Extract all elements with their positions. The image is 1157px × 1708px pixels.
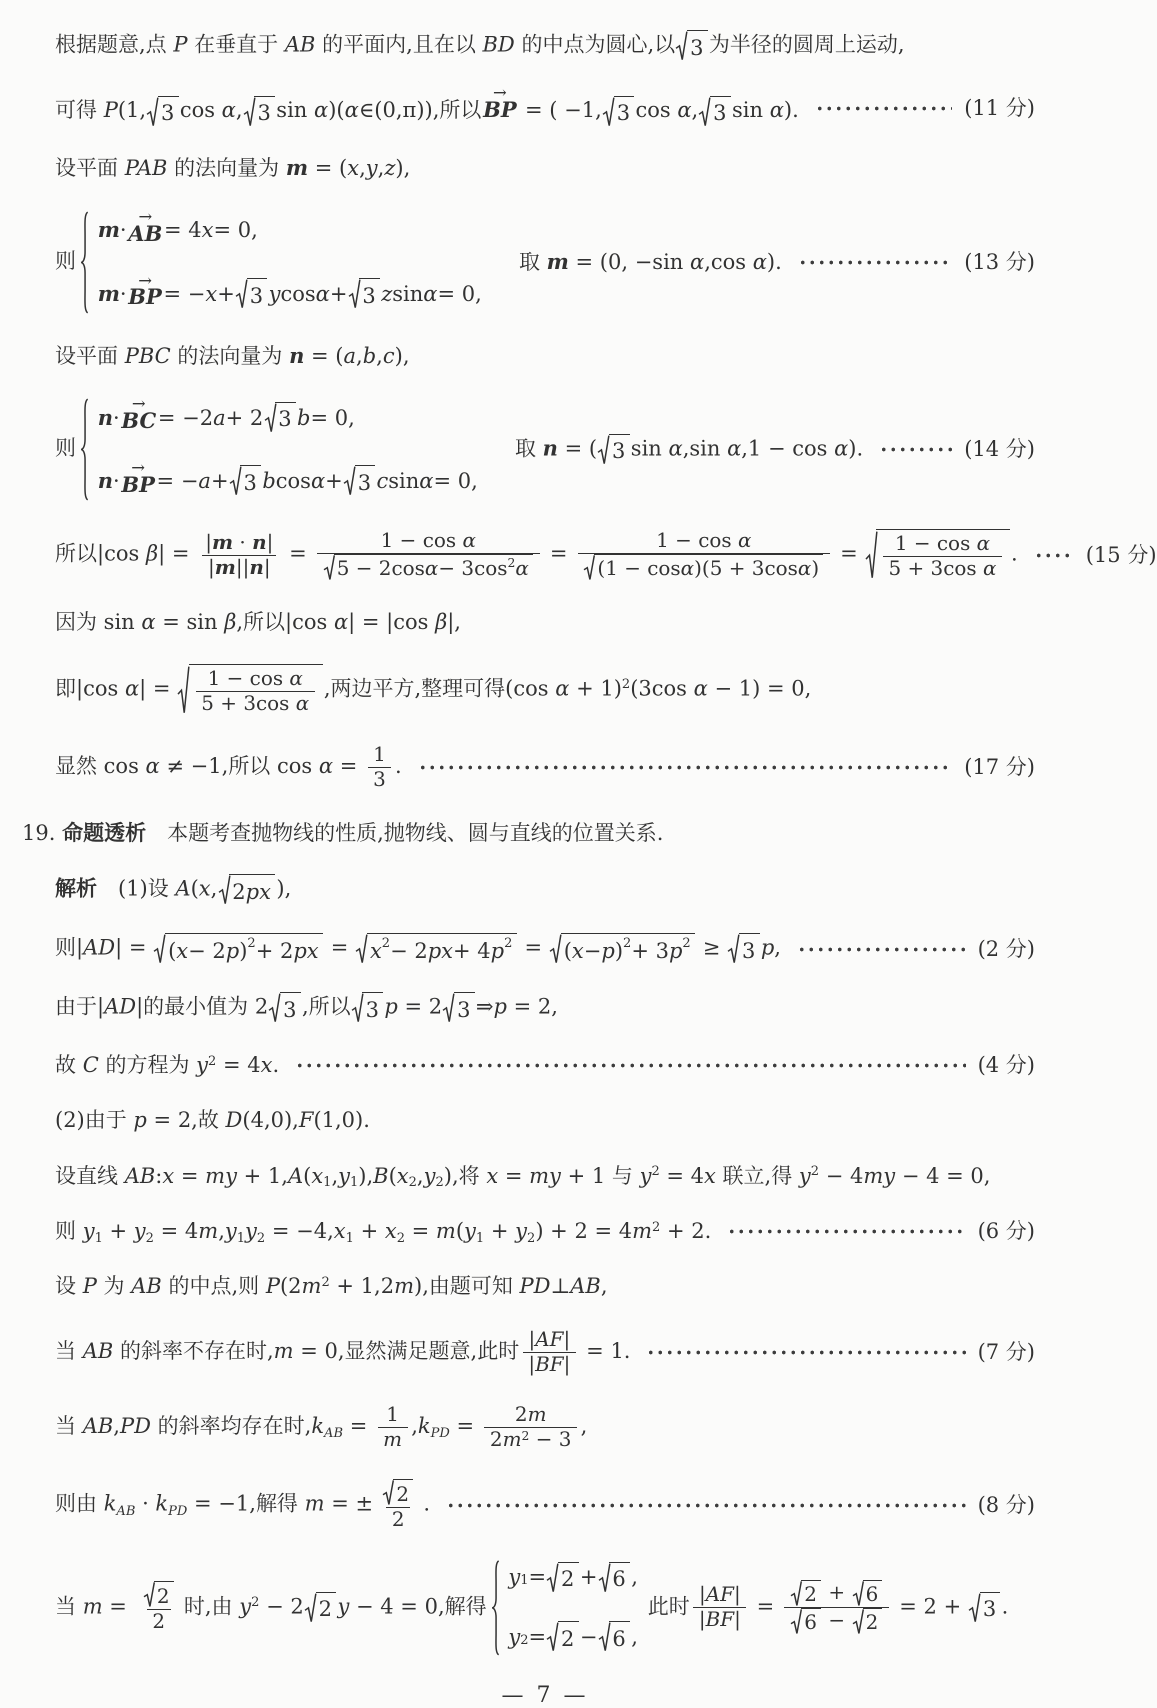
sqrt-radical-sign: 3	[443, 992, 474, 1024]
sqrt-radical-sign: 2	[383, 1479, 413, 1506]
brace-system: y $_1$ = 2 + 6 , y $_2$ = 2 − 6 ,	[490, 1559, 638, 1657]
line-content: 则由 $k_{AB} \cdot k_{PD} = -1$,解得 m = ± $\frac{2}{2}$ .	[55, 1479, 430, 1531]
line-content: 则 $y_1 + y_2 = 4m,y_1y_2 = -4,x_1 + x_2 = m(y_1 + y_2) + 2 = 4m^2 + 2$.	[55, 1218, 712, 1246]
sqrt-radical-sign: 3	[969, 1592, 1000, 1624]
score-label: (17 分)	[964, 755, 1035, 780]
line-content: 由于|AD|的最小值为 2 3 ,所以 3 p = 2 3 ⇒p = 2,	[55, 992, 558, 1024]
line-content: 故 C 的方程为 $y^2 = 4x$.	[55, 1052, 280, 1077]
dot-leader	[446, 1503, 965, 1508]
solution-line-23	[55, 1559, 1035, 1657]
dot-leader	[879, 447, 952, 452]
solution-line-8	[55, 608, 1035, 636]
dot-leader	[418, 765, 953, 770]
dot-leader	[727, 1229, 965, 1234]
solution-line-17	[55, 1162, 1035, 1190]
sqrt-radical-sign: 3	[699, 96, 730, 128]
solution-line-4	[55, 207, 1035, 315]
solution-line-1	[55, 30, 1035, 62]
solution-line-15	[55, 1051, 1035, 1079]
sqrt-radical-sign: 3	[598, 434, 629, 466]
dot-leader	[295, 1063, 965, 1068]
sqrt-radical-sign: 3	[349, 278, 380, 310]
sqrt-radical-sign: 3	[265, 402, 296, 434]
solution-line-5	[55, 342, 1035, 370]
score-label: (15 分)	[1085, 542, 1157, 567]
vector-arrow: → BP	[483, 83, 517, 122]
line-content: 当 AB 的斜率不存在时,m = 0,显然满足题意,此时 $\frac{|AF|}{|BF|}$ = 1.	[55, 1326, 631, 1376]
sqrt-radical-sign: 6	[599, 1621, 630, 1653]
line-content: 设 P 为 AB 的中点,则 $P(2m^2 + 1,2m)$,由题可知 PD⊥AB,	[55, 1274, 608, 1299]
line-content: 则|AD| = ( x − 2 p ) $^2$ + 2 px = x $^2$ − 2 px + 4 p $^2$ = ( x − p ) $^2$ + 3 p $^2$ ≥ 3 p,	[55, 933, 781, 965]
sqrt-radical-sign: 6	[853, 1580, 883, 1607]
sqrt-radical-sign: ( x − p ) $^2$ + 3 p $^2$	[550, 933, 695, 965]
line-conclusion: 取 m = (0, −sin α,cos α).	[518, 249, 782, 275]
solution-line-13	[55, 933, 1035, 965]
line-content: 当 m = $\frac{2}{2}$ 时,由 $y^2 - 2$ 2 y − 4 = 0,解得 y $_1$ = 2 + 6 , y $_2$ = 2 − 6 , 此时 $\frac{|AF|}{|BF|}$ = 2 + 6 6 − 2 = 2 + 3 .	[55, 1559, 1008, 1657]
line-content: 设直线 AB:x = my + $1,A(x_1,y_1),B(x_2,y_2)$,将 x = my + 1 与 $y^2 = 4x$ 联立,得 $y^2 - 4my - 4 = 0$,	[55, 1163, 991, 1191]
line-content: 设平面 PBC 的法向量为 n = (a,b,c),	[55, 342, 410, 368]
solution-line-16	[55, 1106, 1035, 1134]
sqrt-radical-sign: 2	[305, 1592, 336, 1624]
score-label: (11 分)	[964, 95, 1035, 120]
line-content: 设平面 PAB 的法向量为 m = (x,y,z),	[55, 155, 411, 181]
score-label: (7 分)	[977, 1339, 1035, 1364]
dot-leader	[646, 1350, 965, 1355]
vector-arrow: → AB	[128, 207, 163, 246]
sqrt-radical-sign: 3	[344, 465, 375, 497]
sqrt-radical-sign: $\frac{\text{1 − cos α}}{\text{5 + 3cos α}}$	[178, 664, 322, 716]
solution-line-12	[55, 874, 1035, 906]
solution-line-9	[55, 664, 1035, 716]
solution-line-3	[55, 154, 1035, 182]
page-number: — 7 —	[501, 1683, 589, 1708]
sqrt-radical-sign: 2	[144, 1581, 174, 1608]
sqrt-radical-sign: 2	[547, 1562, 578, 1594]
score-label: (4 分)	[977, 1052, 1035, 1077]
left-brace-icon	[79, 397, 91, 502]
sqrt-radical-sign: 2	[791, 1580, 821, 1607]
vector-arrow: → BP	[128, 270, 162, 310]
sqrt-radical-sign: 3	[603, 96, 634, 128]
solution-line-22	[55, 1479, 1035, 1531]
solution-lines	[22, 30, 1157, 1683]
solution-line-6	[55, 394, 1035, 502]
sqrt-radical-sign: 2 px	[219, 874, 276, 906]
sqrt-radical-sign: 3	[352, 992, 383, 1024]
line-content: 19. 命题透析 本题考查抛物线的性质,抛物线、圆与直线的位置关系.	[22, 819, 664, 845]
score-label: (2 分)	[977, 936, 1035, 961]
sqrt-radical-sign: 3	[676, 30, 707, 62]
dot-leader	[815, 106, 952, 111]
solution-line-19	[55, 1272, 1035, 1300]
solution-line-18	[55, 1217, 1035, 1245]
solution-line-10	[55, 743, 1035, 792]
score-label: (14 分)	[964, 437, 1035, 462]
sqrt-radical-sign: ( x − 2 p ) $^2$ + 2 px	[154, 933, 322, 965]
solution-line-11	[22, 819, 1035, 847]
line-content: (2)由于 p = 2,故 D(4,0),F(1,0).	[55, 1108, 370, 1133]
sqrt-radical-sign: 3	[728, 933, 759, 965]
line-conclusion: 取 n = ( 3 sin α,sin α,1 − cos α).	[515, 434, 863, 466]
line-content: 所以|cos β| = $\frac{|m \cdot n|}{|m||n|}$ = 1 − cos α 5 − 2cos α − 3cos $^2$ α = 1 − cos α (1 − cos α )(5 + 3cos α ) = $\frac{\text{1 − cos α}}{\text{5 + 3cos α}}$ .	[55, 528, 1018, 581]
line-content: 根据题意,点 P 在垂直于 AB 的平面内,且在以 BD 的中点为圆心,以 3 为半径的圆周上运动,	[55, 30, 905, 62]
line-content: 显然 cos α ≠ −1,所以 cos α = $\frac{1}{3}$ .	[55, 742, 402, 792]
dot-leader	[798, 260, 952, 265]
left-brace-icon	[79, 210, 91, 315]
dot-leader	[797, 947, 966, 952]
sqrt-radical-sign: $\frac{\text{1 − cos α}}{\text{5 + 3cos α}}$	[866, 529, 1010, 581]
line-content: 解析 (1)设 A(x, 2 px ),	[55, 874, 291, 906]
sqrt-radical-sign: 6	[599, 1562, 630, 1594]
vector-arrow: → BC	[121, 394, 157, 434]
line-content: 因为 sin α = sin β,所以|cos α| = |cos β|,	[55, 610, 461, 635]
line-content: 可得 P(1, 3 cos α, 3 sin α)(α∈(0,π)),所以 → BP = ( −1, 3 cos α, 3 sin α).	[55, 89, 799, 128]
sqrt-radical-sign: 2	[547, 1621, 578, 1653]
solution-line-20	[55, 1328, 1035, 1377]
sqrt-radical-sign: 2	[853, 1608, 883, 1635]
sqrt-radical-sign: 3	[244, 96, 275, 128]
line-content: 则 m · → AB = 4 x = 0, m · → BP = − x + 3 y cos α + 3 z sin α = 0,	[55, 210, 485, 315]
sqrt-radical-sign: (1 − cos α )(5 + 3cos α )	[584, 554, 823, 581]
sqrt-radical-sign: 3	[269, 992, 300, 1024]
sqrt-radical-sign: x $^2$ − 2 px + 4 p $^2$	[356, 933, 516, 965]
sqrt-radical-sign: 3	[147, 96, 178, 128]
solution-line-21	[55, 1403, 1035, 1452]
left-brace-icon	[490, 1559, 502, 1657]
line-content: 即|cos α| = $\frac{\text{1 − cos α}}{\text{5 + 3cos α}}$ ,两边平方,整理可得(cos α + 1)$^2$(3cos α − 1) = 0,	[55, 664, 811, 716]
line-content: 当 AB,PD 的斜率均存在时$,k_{AB}$ = $\frac{1}{m}$ $,k_{PD}$ = $\frac{2m}{2m^2 - 3}$ ,	[55, 1402, 588, 1452]
sqrt-radical-sign: 3	[230, 465, 261, 497]
solution-line-2	[55, 83, 1035, 128]
score-label: (6 分)	[977, 1218, 1035, 1243]
score-label: (8 分)	[977, 1493, 1035, 1518]
brace-system: n · → BC = −2 a + 2 3 b = 0, n · → BP = − a + 3 b cos α + 3 c sin α = 0,	[79, 397, 478, 502]
dot-leader	[1034, 553, 1074, 558]
vector-arrow: → BP	[121, 457, 155, 497]
sqrt-radical-sign: 6	[791, 1608, 821, 1635]
sqrt-radical-sign: 5 − 2cos α − 3cos $^2$ α	[324, 554, 533, 581]
brace-system: m · → AB = 4 x = 0, m · → BP = − x + 3 y cos α + 3 z sin α = 0,	[79, 210, 482, 315]
sqrt-radical-sign: 3	[236, 278, 267, 310]
solution-line-7	[55, 528, 1157, 581]
solution-line-14	[55, 992, 1035, 1024]
score-label: (13 分)	[964, 250, 1035, 275]
line-content: 则 n · → BC = −2 a + 2 3 b = 0, n · → BP = − a + 3 b cos α + 3 c sin α = 0,	[55, 397, 481, 502]
